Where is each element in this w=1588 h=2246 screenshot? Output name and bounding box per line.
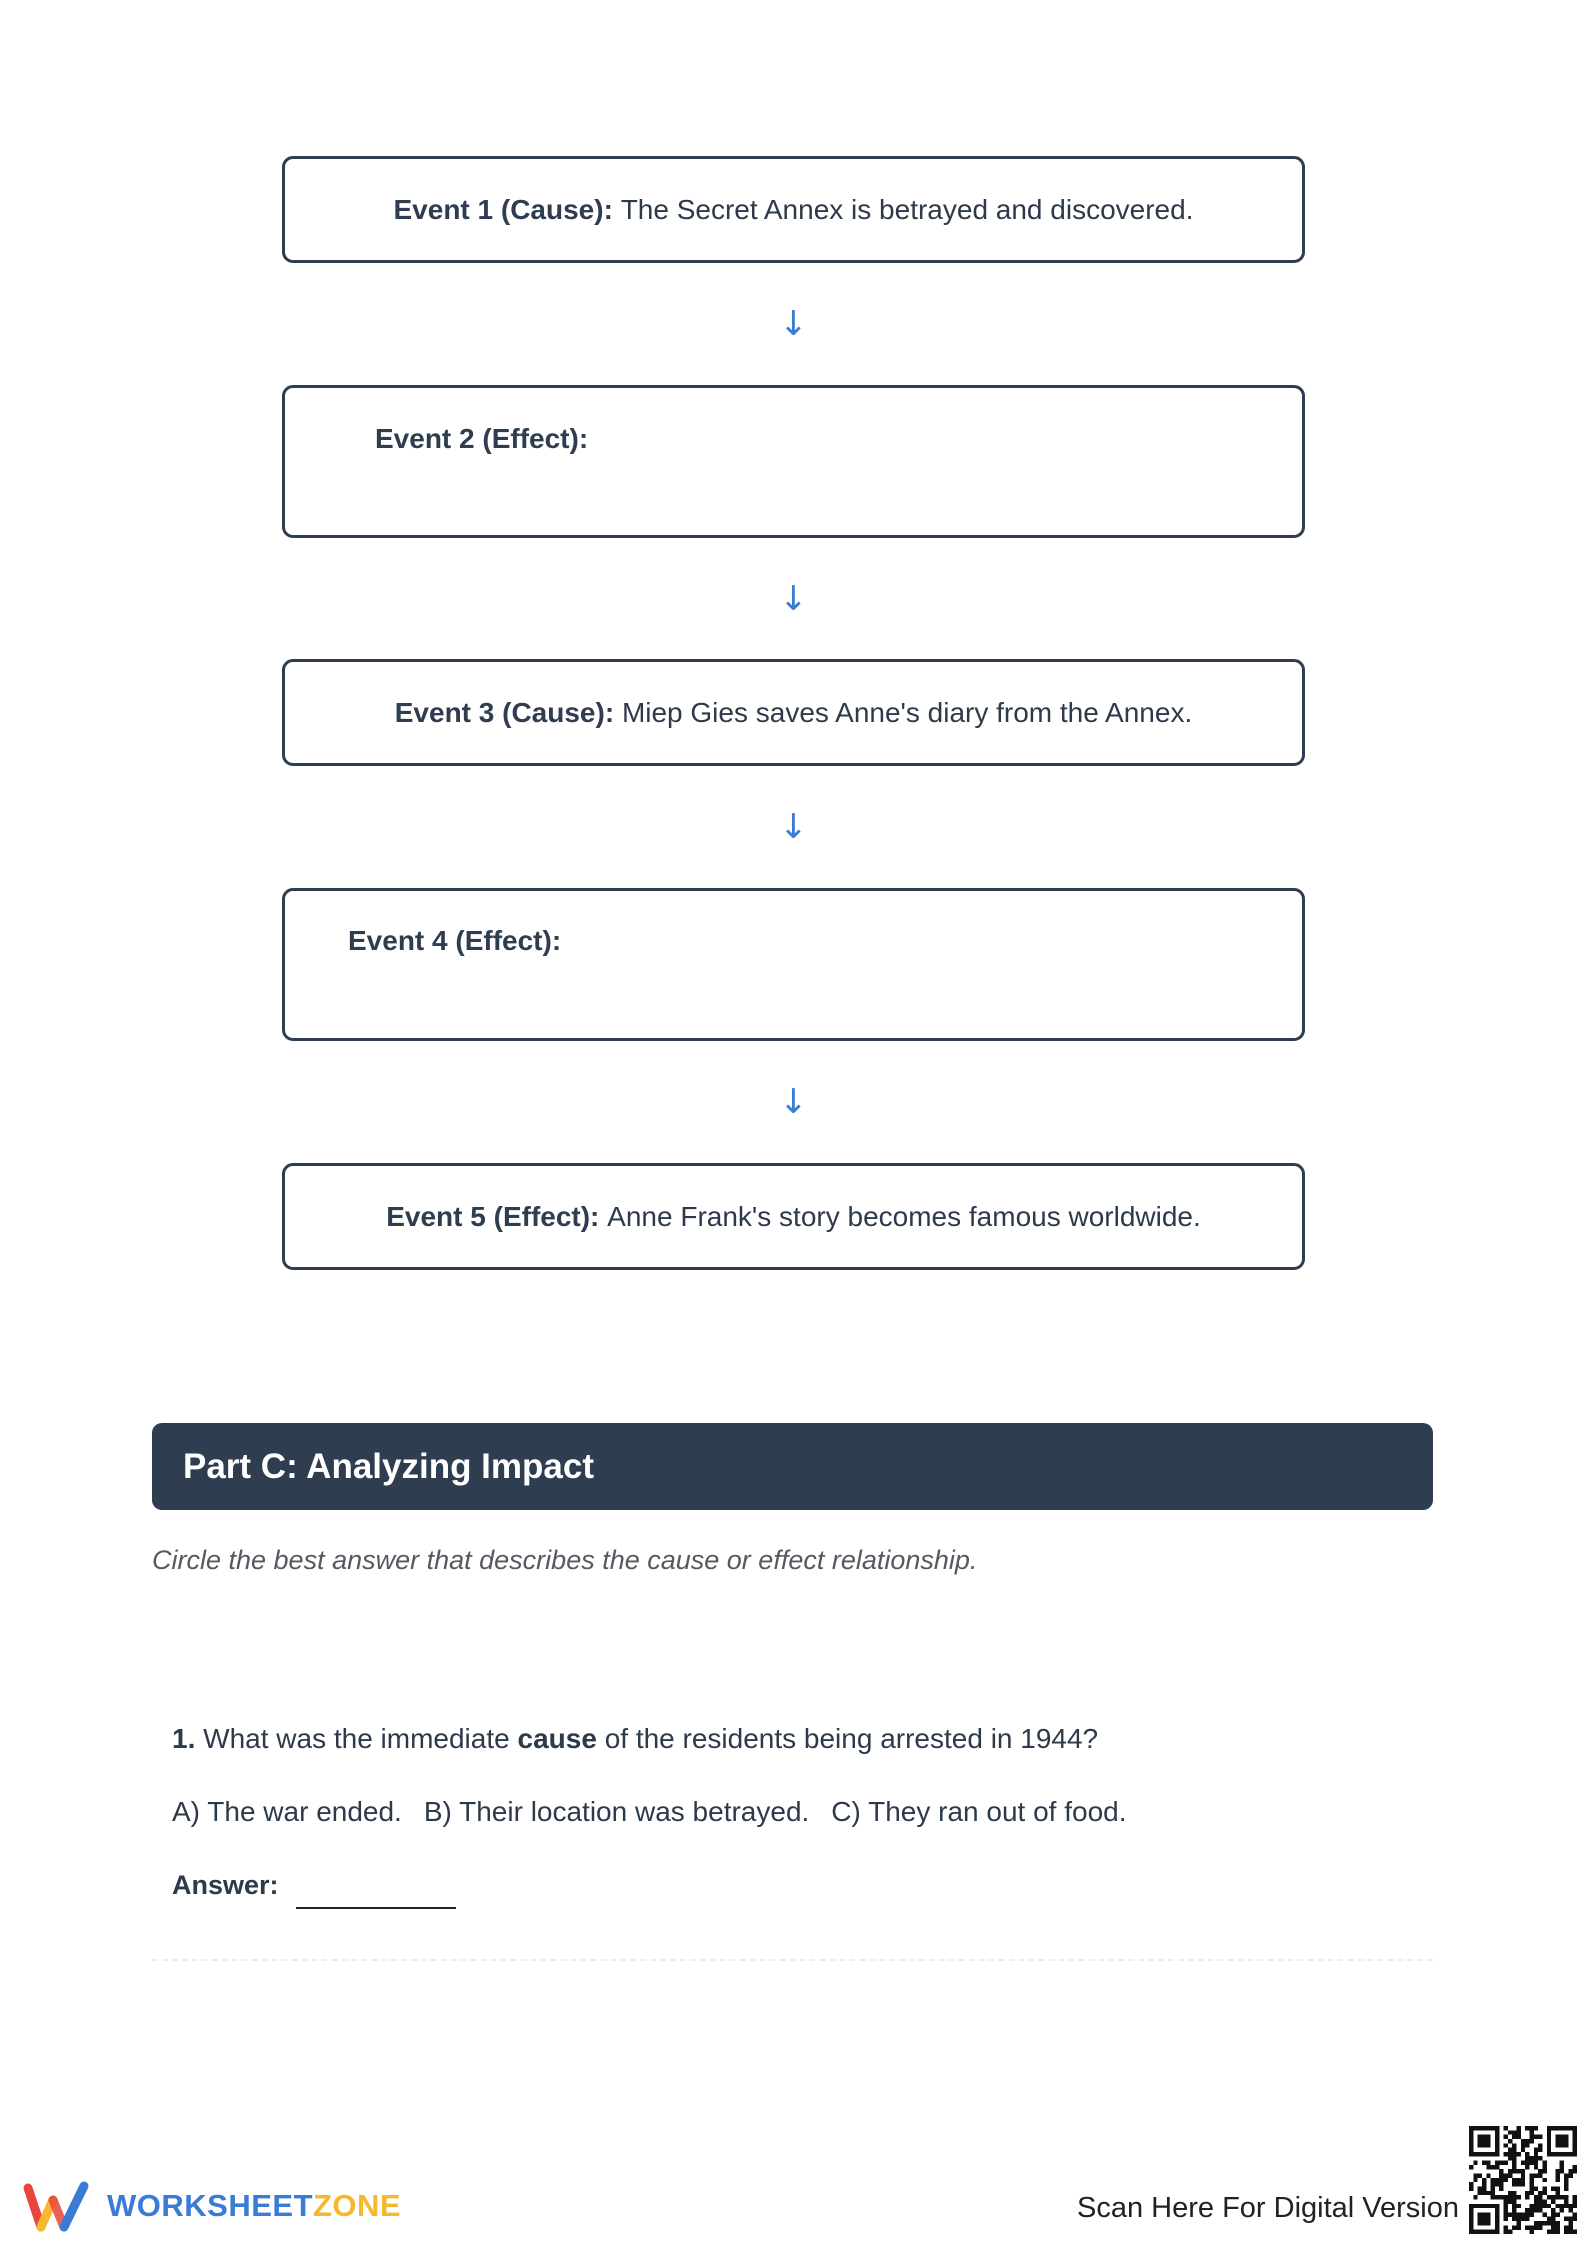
question-text-after: of the residents being arrested in 1944?: [604, 1723, 1099, 1754]
option-a: A) The war ended.: [172, 1796, 402, 1827]
option-b: B) Their location was betrayed.: [423, 1796, 810, 1827]
event-box-5: [282, 1163, 1305, 1270]
brand-part-1: WORKSHEET: [107, 2188, 313, 2223]
flow-connector: [282, 263, 1305, 385]
cause-effect-flowchart: [282, 156, 1305, 1270]
event-box-2: [282, 385, 1305, 538]
down-arrow-icon: ↓: [779, 304, 808, 344]
scan-caption: Scan Here For Digital Version: [1077, 2192, 1459, 2224]
question-text-before: What was the immediate: [203, 1723, 510, 1754]
section-instruction: Circle the best answer that describes the cause or effect relationship.: [152, 1545, 978, 1575]
flow-connector: [282, 766, 1305, 888]
question-1-prompt: [172, 1720, 1098, 1758]
flow-connector: [282, 1041, 1305, 1163]
event-text: The Secret Annex is betrayed and discovered.: [620, 193, 1194, 225]
down-arrow-icon: ↓: [779, 578, 808, 619]
event-label: Event 5 (Effect):: [386, 1200, 600, 1232]
brand-part-2: ZONE: [313, 2188, 402, 2223]
answer-blank[interactable]: [296, 1907, 456, 1909]
event-box-4: [282, 888, 1305, 1041]
section-title: Part C: Analyzing Impact: [183, 1446, 594, 1486]
brand-wordmark: [107, 2186, 401, 2226]
event-text: Anne Frank's story becomes famous worldwide.: [607, 1200, 1201, 1232]
question-number: 1.: [172, 1723, 196, 1754]
event-box-1: [282, 156, 1305, 263]
down-arrow-icon: ↓: [779, 807, 808, 847]
option-c: C) They ran out of food.: [831, 1796, 1127, 1827]
event-answer-area[interactable]: [285, 458, 1302, 535]
question-emphasis: cause: [517, 1723, 597, 1754]
flow-connector: [282, 538, 1305, 659]
qr-code-icon: [1469, 2126, 1577, 2234]
event-box-3: [282, 659, 1305, 766]
answer-label: Answer:: [172, 1870, 279, 1900]
down-arrow-icon: ↓: [779, 1082, 808, 1122]
worksheetzone-logo-icon: [20, 2178, 92, 2235]
event-label: Event 3 (Cause):: [394, 696, 615, 728]
question-divider: [152, 1959, 1433, 1961]
event-label: Event 1 (Cause):: [393, 193, 613, 225]
question-1-options: [172, 1793, 1127, 1831]
event-label: Event 4 (Effect):: [348, 925, 562, 956]
event-label: Event 2 (Effect):: [375, 423, 589, 454]
event-text: Miep Gies saves Anne's diary from the Annex.: [621, 696, 1193, 728]
section-header: [152, 1423, 1433, 1510]
event-answer-area[interactable]: [285, 961, 1302, 1038]
